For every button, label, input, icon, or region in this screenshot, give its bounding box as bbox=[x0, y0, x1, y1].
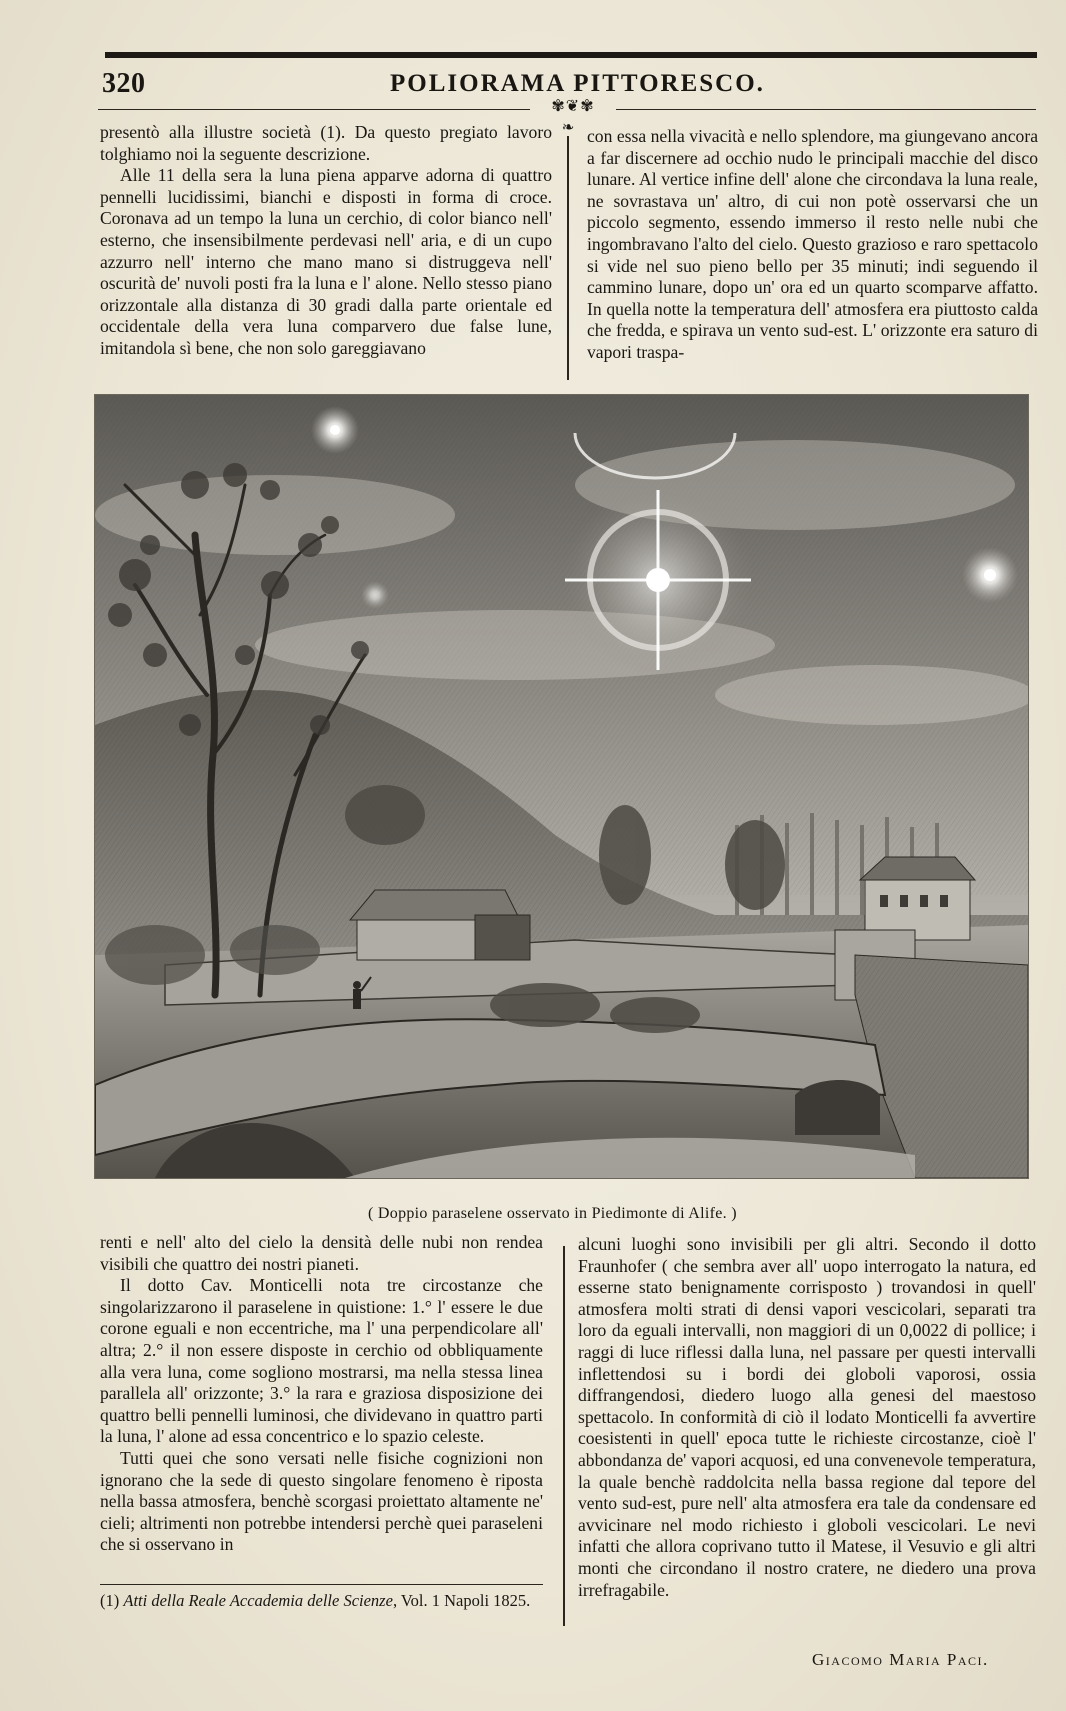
paragraph: con essa nella vivacità e nello splendore, ma giungevano ancora a far discernere ad occhio nudo le principali macchie del disco lunare. Al vertice infine dell' alone che circondava la luna reale, ne sovrastava un' altro, di cui non potè osservarsi che un piccolo segmento, essendo immerso il resto nelle nubi che ingombravano l'alto del cielo. Questo grazioso e raro spettacolo si vide nel suo pieno bello per 35 minuti; indi seguendo il cammino lunare, dopo un' ora ed un quarto scomparve affatto. In quella notte la temperatura dell' atmosfera era piuttosto calda che fredda, e spirava un vento sud-est. L' orizzonte era saturo di vapori traspa- bbox=[587, 126, 1038, 362]
column-bottom-right bbox=[578, 1234, 1036, 1624]
column-divider bbox=[563, 1246, 565, 1626]
ornament-rule-right bbox=[616, 109, 1036, 110]
column-top-right bbox=[587, 126, 1038, 382]
paragraph: renti e nell' alto del cielo la densità delle nubi non rendea visibili che quattro dei nostri pianeti. bbox=[100, 1232, 543, 1274]
top-rule bbox=[105, 52, 1037, 58]
false-moon-left-core bbox=[330, 425, 340, 435]
column-divider bbox=[567, 136, 569, 380]
footnote-marker: (1) bbox=[100, 1591, 120, 1610]
footnote-rest: , Vol. 1 Napoli 1825. bbox=[392, 1591, 531, 1610]
column-divider-ornament: ❧ bbox=[561, 120, 575, 136]
farmhouse bbox=[350, 890, 530, 960]
footnote-source-title: Atti della Reale Accademia delle Scienze bbox=[123, 1591, 393, 1610]
bridge-arch-right bbox=[795, 1080, 880, 1135]
page-number: 320 bbox=[102, 68, 146, 99]
ornament-rule-left bbox=[98, 109, 530, 110]
paraselene-engraving bbox=[94, 394, 1029, 1179]
footnote bbox=[100, 1590, 543, 1611]
column-top-left bbox=[100, 122, 552, 382]
paragraph: presentò alla illustre società (1). Da questo pregiato lavoro tolghiamo noi la seguente descrizione. bbox=[100, 122, 552, 164]
paragraph: alcuni luoghi sono invisibili per gli altri. Secondo il dotto Fraunhofer ( che sembra aver all' uopo interrogato la natura, ed esserne stato benignamente corrisposto ) trovandosi in quell' atmosfera molti strati di densi vapori vescicolari, separati tra loro da eguali intervalli, non maggiori di un 0,0022 di pollice; i raggi di luce riflessi dalla luna, nel passare per questi intervalli inflettendosi su i bordi dei globoli vaporosi, ossia diffrangendosi, diedero luogo alla genesi del maestoso spettacolo. In conformità di ciò il lodato Monticelli fa avvertire coesistenti in quell' epoca tutte le richieste circostanze, cioè l' abbondanza de' vapori acquosi, ed una convenevole temperatura, la quale benchè raddolcita nella bassa regione dal tepore del vento sud-est, pure nell' alta atmosfera era tale da condensare ed avvicinare nel modo richiesto i globoli vescicolari. Le nevi infatti che allora coprivano tutto il Matese, il Vesuvio e gli altri monti che circondano il nostro cratere, ne diedero una prova irrefragabile. bbox=[578, 1234, 1036, 1600]
fleuron-ornament: ✾❦✾ bbox=[551, 98, 595, 115]
author-signature: Giacomo Maria Paci. bbox=[812, 1650, 989, 1669]
paragraph: Alle 11 della sera la luna piena apparve adorna di quattro pennelli lucidissimi, bianchi e disposti in forma di croce. Coronava ad un tempo la luna un cerchio, di color bianco nell' esterno, che insensibilmente perdevasi nell' aria, e di un cupo azzurro nell' interno che mano mano si distruggeva nell' oscurità de' nuvoli posti fra la luna e l' alone. Nello stesso piano orizzontale alla distanza di 30 gradi dalla parte orientale ed occidentale della vera luna comparvero due false lune, imitandola sì bene, che non solo gareggiavano bbox=[100, 165, 552, 358]
glow-spot bbox=[361, 581, 389, 609]
column-bottom-left bbox=[100, 1232, 543, 1572]
paragraph: Tutti quei che sono versati nelle fisiche cognizioni non ignorano che la sede di questo singolare fenomeno è riposta nella bassa atmosfera, benchè scorgasi proiettato altamente ne' cieli; altrimenti non potrebbe intendersi perchè quei paraseleni che si osservano in bbox=[100, 1447, 543, 1555]
false-moon-right-core bbox=[984, 569, 996, 581]
running-title: POLIORAMA PITTORESCO. bbox=[390, 70, 765, 97]
illustration-caption: ( Doppio paraselene osservato in Piedimonte di Alife. ) bbox=[368, 1205, 737, 1222]
header-ornament bbox=[0, 98, 1066, 116]
footnote-rule bbox=[100, 1584, 543, 1585]
paragraph: Il dotto Cav. Monticelli nota tre circostanze che singolarizzarono il paraselene in quistione: 1.° l' essere le due corone eguali e non eccentriche, ma l' una perpendicolare all' altra; 2.° il non essere disposte in cerchio od obbliquamente alla vera luna, come sogliono mostrarsi, ma nella stessa linea parallela all' orizzonte; 3.° la rara e graziosa disposizione dei quattro belli pennelli luminosi, che dividevano in quattro parti la luna, l' alone ad essa concentrico e lo spazio celeste. bbox=[100, 1275, 543, 1447]
